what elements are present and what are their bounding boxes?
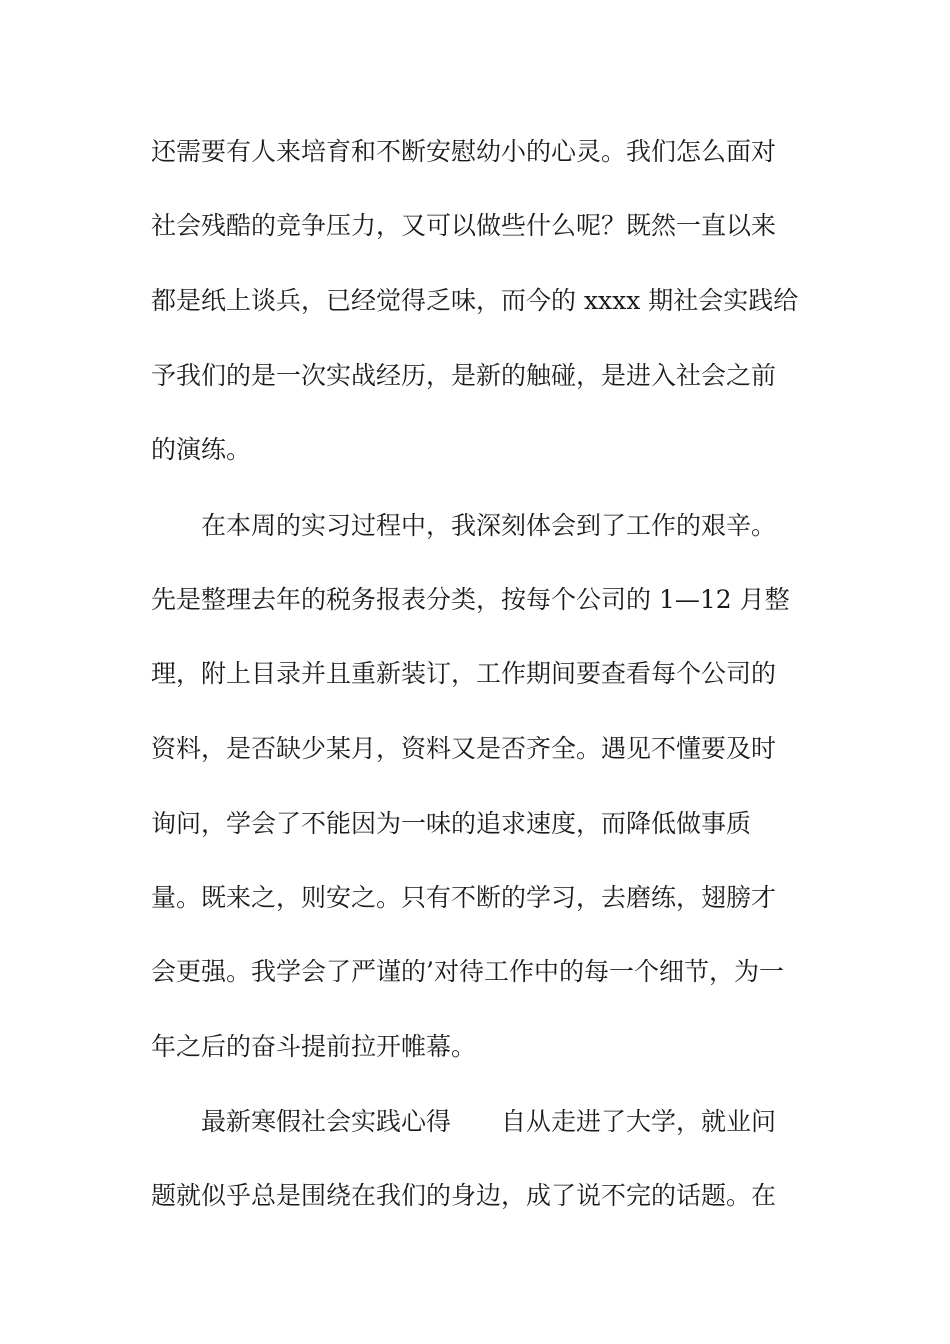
text-line: 题就似乎总是围绕在我们的身边，成了说不完的话题。在	[151, 1181, 777, 1210]
text-line: 的演练。	[151, 435, 252, 464]
text-line: 还需要有人来培育和不断安慰幼小的心灵。我们怎么面对	[151, 137, 777, 166]
text-line: 先是整理去年的税务报表分类，按每个公司的 1—12 月整	[151, 585, 790, 614]
text-line: 会更强。我学会了严谨的’对待工作中的每一个细节，为一	[151, 957, 784, 986]
text-line: 量。既来之，则安之。只有不断的学习，去磨练，翅膀才	[151, 883, 777, 912]
text-line: 年之后的奋斗提前拉开帷幕。	[151, 1032, 477, 1061]
text-line: 在本周的实习过程中，我深刻体会到了工作的艰辛。	[151, 511, 777, 540]
text-line: 都是纸上谈兵，已经觉得乏味，而今的 xxxx 期社会实践给	[151, 286, 799, 315]
text-line: 社会残酷的竞争压力，又可以做些什么呢？既然一直以来	[151, 211, 777, 240]
text-line: 资料，是否缺少某月，资料又是否齐全。遇见不懂要及时	[151, 734, 777, 763]
text-line: 予我们的是一次实战经历，是新的触碰，是进入社会之前	[151, 361, 777, 390]
text-line: 理，附上目录并且重新装订，工作期间要查看每个公司的	[151, 659, 777, 688]
text-line: 询问，学会了不能因为一味的追求速度，而降低做事质	[151, 809, 752, 838]
text-line: 最新寒假社会实践心得 自从走进了大学，就业问	[151, 1107, 777, 1136]
